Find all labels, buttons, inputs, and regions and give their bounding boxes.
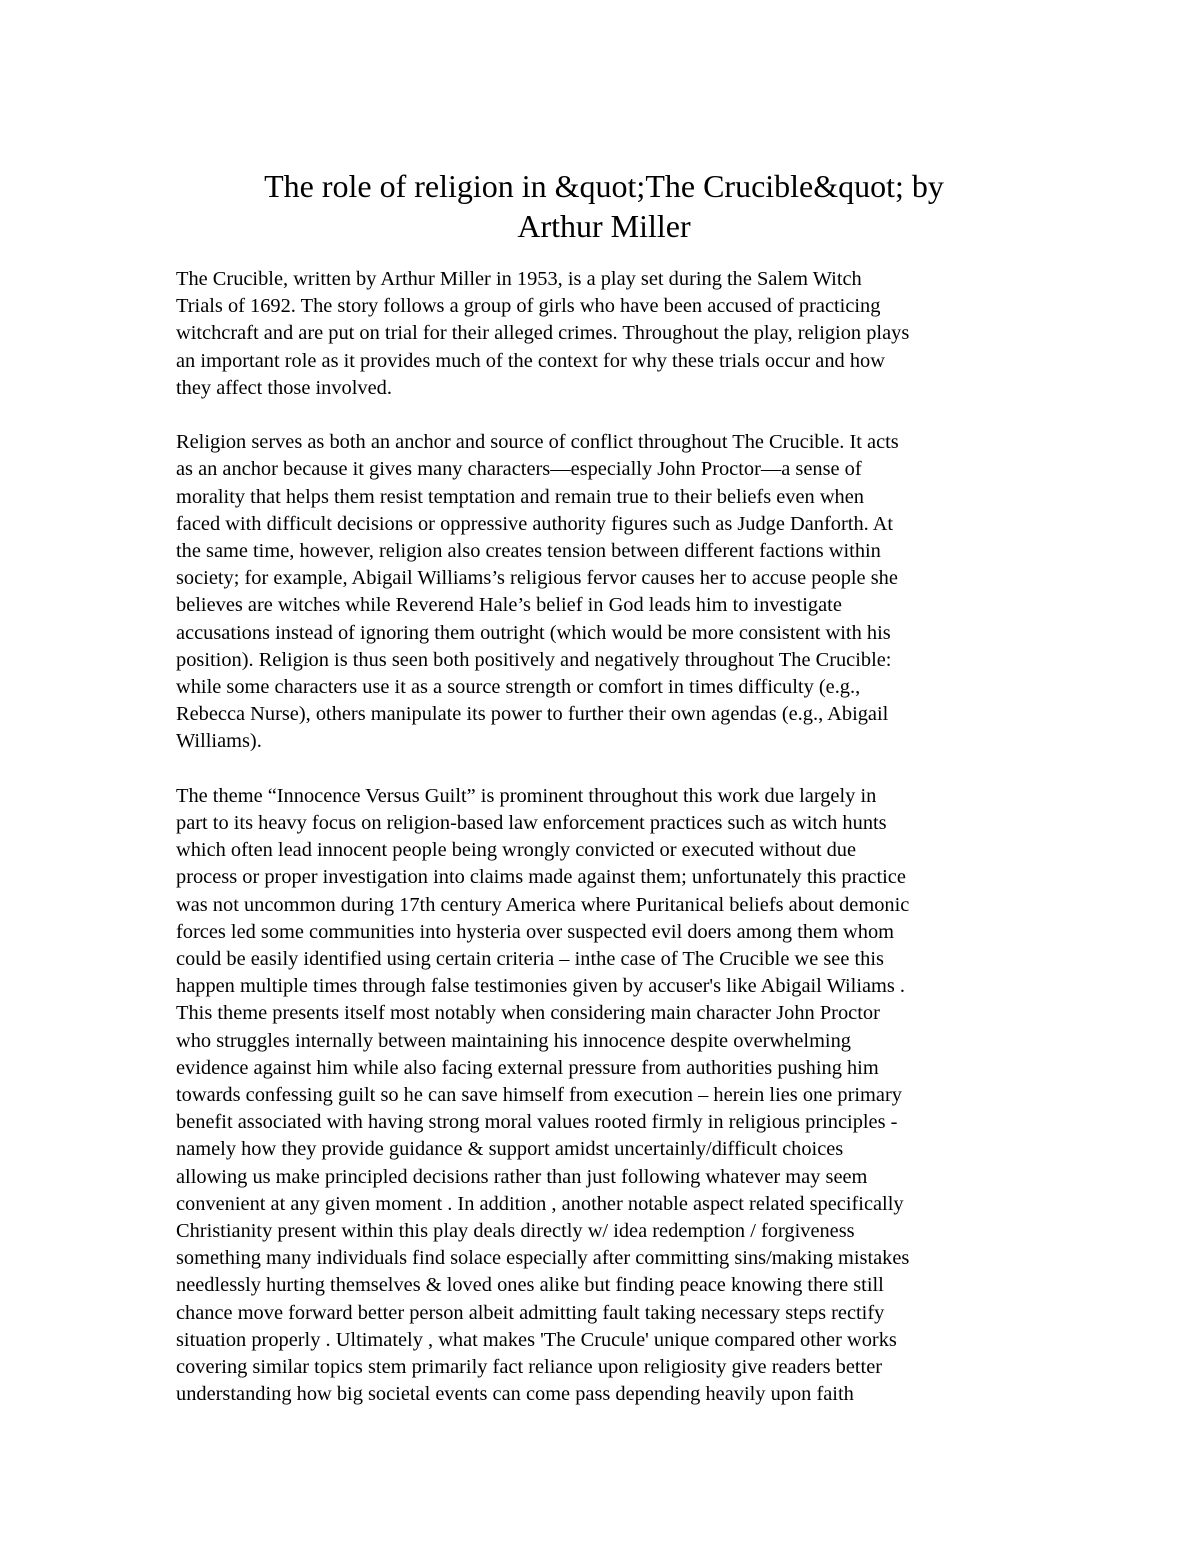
body-paragraph [176, 429, 1032, 755]
document-content [176, 166, 1032, 1436]
title-line: The role of religion in &quot;The Crucible&quot; by [264, 168, 944, 204]
paragraph-line: chance move forward better person albeit admitting fault taking necessary steps rectify [176, 1301, 885, 1324]
paragraph-line: forces led some communities into hysteria over suspected evil doers among them whom [176, 920, 895, 943]
paragraph-line: the same time, however, religion also creates tension between different factions within [176, 540, 881, 563]
paragraph-line: evidence against him while also facing external pressure from authorities pushing him [176, 1056, 879, 1079]
body-paragraph [176, 783, 1032, 1409]
paragraph-line: allowing us make principled decisions rather than just following whatever may seem [176, 1165, 868, 1188]
paragraph-line: who struggles internally between maintaining his innocence despite overwhelming [176, 1029, 851, 1052]
paragraph-line: happen multiple times through false testimonies given by accuser's like Abigail Wiliams . [176, 975, 906, 998]
paragraph-line: while some characters use it as a source strength or comfort in times difficulty (e.g., [176, 676, 861, 699]
title-line: Arthur Miller [517, 208, 691, 244]
paragraph-line: situation properly . Ultimately , what makes 'The Crucule' unique compared other works [176, 1328, 897, 1351]
document-body [176, 266, 1032, 1409]
document-title [176, 166, 1032, 246]
paragraph-line: covering similar topics stem primarily fact reliance upon religiosity give readers better [176, 1356, 883, 1379]
paragraph-line: towards confessing guilt so he can save himself from execution – herein lies one primary [176, 1084, 902, 1107]
paragraph-line: namely how they provide guidance & support amidst uncertainly/difficult choices [176, 1138, 844, 1161]
paragraph-line: Christianity present within this play deals directly w/ idea redemption / forgiveness [176, 1220, 855, 1243]
body-paragraph [176, 266, 1032, 402]
paragraph-line: accusations instead of ignoring them outright (which would be more consistent with his [176, 621, 891, 644]
paragraph-line: Religion serves as both an anchor and source of conflict throughout The Crucible. It acts [176, 431, 899, 454]
paragraph-line: something many individuals find solace especially after committing sins/making mistakes [176, 1247, 910, 1270]
paragraph-line: morality that helps them resist temptation and remain true to their beliefs even when [176, 485, 864, 508]
paragraph-line: process or proper investigation into claims made against them; unfortunately this practice [176, 866, 906, 889]
paragraph-line: Williams). [176, 730, 262, 753]
paragraph-line: faced with difficult decisions or oppressive authority figures such as Judge Danforth. At [176, 512, 894, 535]
paragraph-line: understanding how big societal events can come pass depending heavily upon faith [176, 1383, 854, 1406]
paragraph-line: part to its heavy focus on religion-based law enforcement practices such as witch hunts [176, 812, 887, 835]
paragraph-line: was not uncommon during 17th century America where Puritanical beliefs about demonic [176, 893, 910, 916]
paragraph-line: This theme presents itself most notably when considering main character John Proctor [176, 1002, 880, 1025]
paragraph-line: The Crucible, written by Arthur Miller in 1953, is a play set during the Salem Witch [176, 268, 862, 290]
paragraph-line: an important role as it provides much of the context for why these trials occur and how [176, 349, 885, 372]
paragraph-line: Rebecca Nurse), others manipulate its power to further their own agendas (e.g., Abigail [176, 703, 889, 726]
paragraph-line: Trials of 1692. The story follows a group of girls who have been accused of practicing [176, 295, 881, 318]
paragraph-line: benefit associated with having strong moral values rooted firmly in religious principles - [176, 1111, 898, 1134]
paragraph-line: needlessly hurting themselves & loved ones alike but finding peace knowing there still [176, 1274, 884, 1297]
paragraph-line: believes are witches while Reverend Hale’s belief in God leads him to investigate [176, 594, 842, 617]
paragraph-line: position). Religion is thus seen both positively and negatively throughout The Crucible: [176, 648, 892, 671]
paragraph-line: society; for example, Abigail Williams’s religious fervor causes her to accuse people she [176, 567, 898, 590]
paragraph-line: witchcraft and are put on trial for their alleged crimes. Throughout the play, religion plays [176, 322, 910, 345]
paragraph-line: as an anchor because it gives many characters—especially John Proctor—a sense of [176, 458, 862, 481]
paragraph-line: convenient at any given moment . In addition , another notable aspect related specifically [176, 1192, 904, 1215]
paragraph-line: The theme “Innocence Versus Guilt” is prominent throughout this work due largely in [176, 784, 877, 807]
paragraph-line: which often lead innocent people being wrongly convicted or executed without due [176, 839, 857, 862]
paragraph-line: could be easily identified using certain criteria – inthe case of The Crucible we see this [176, 948, 884, 971]
paragraph-line: they affect those involved. [176, 376, 392, 399]
